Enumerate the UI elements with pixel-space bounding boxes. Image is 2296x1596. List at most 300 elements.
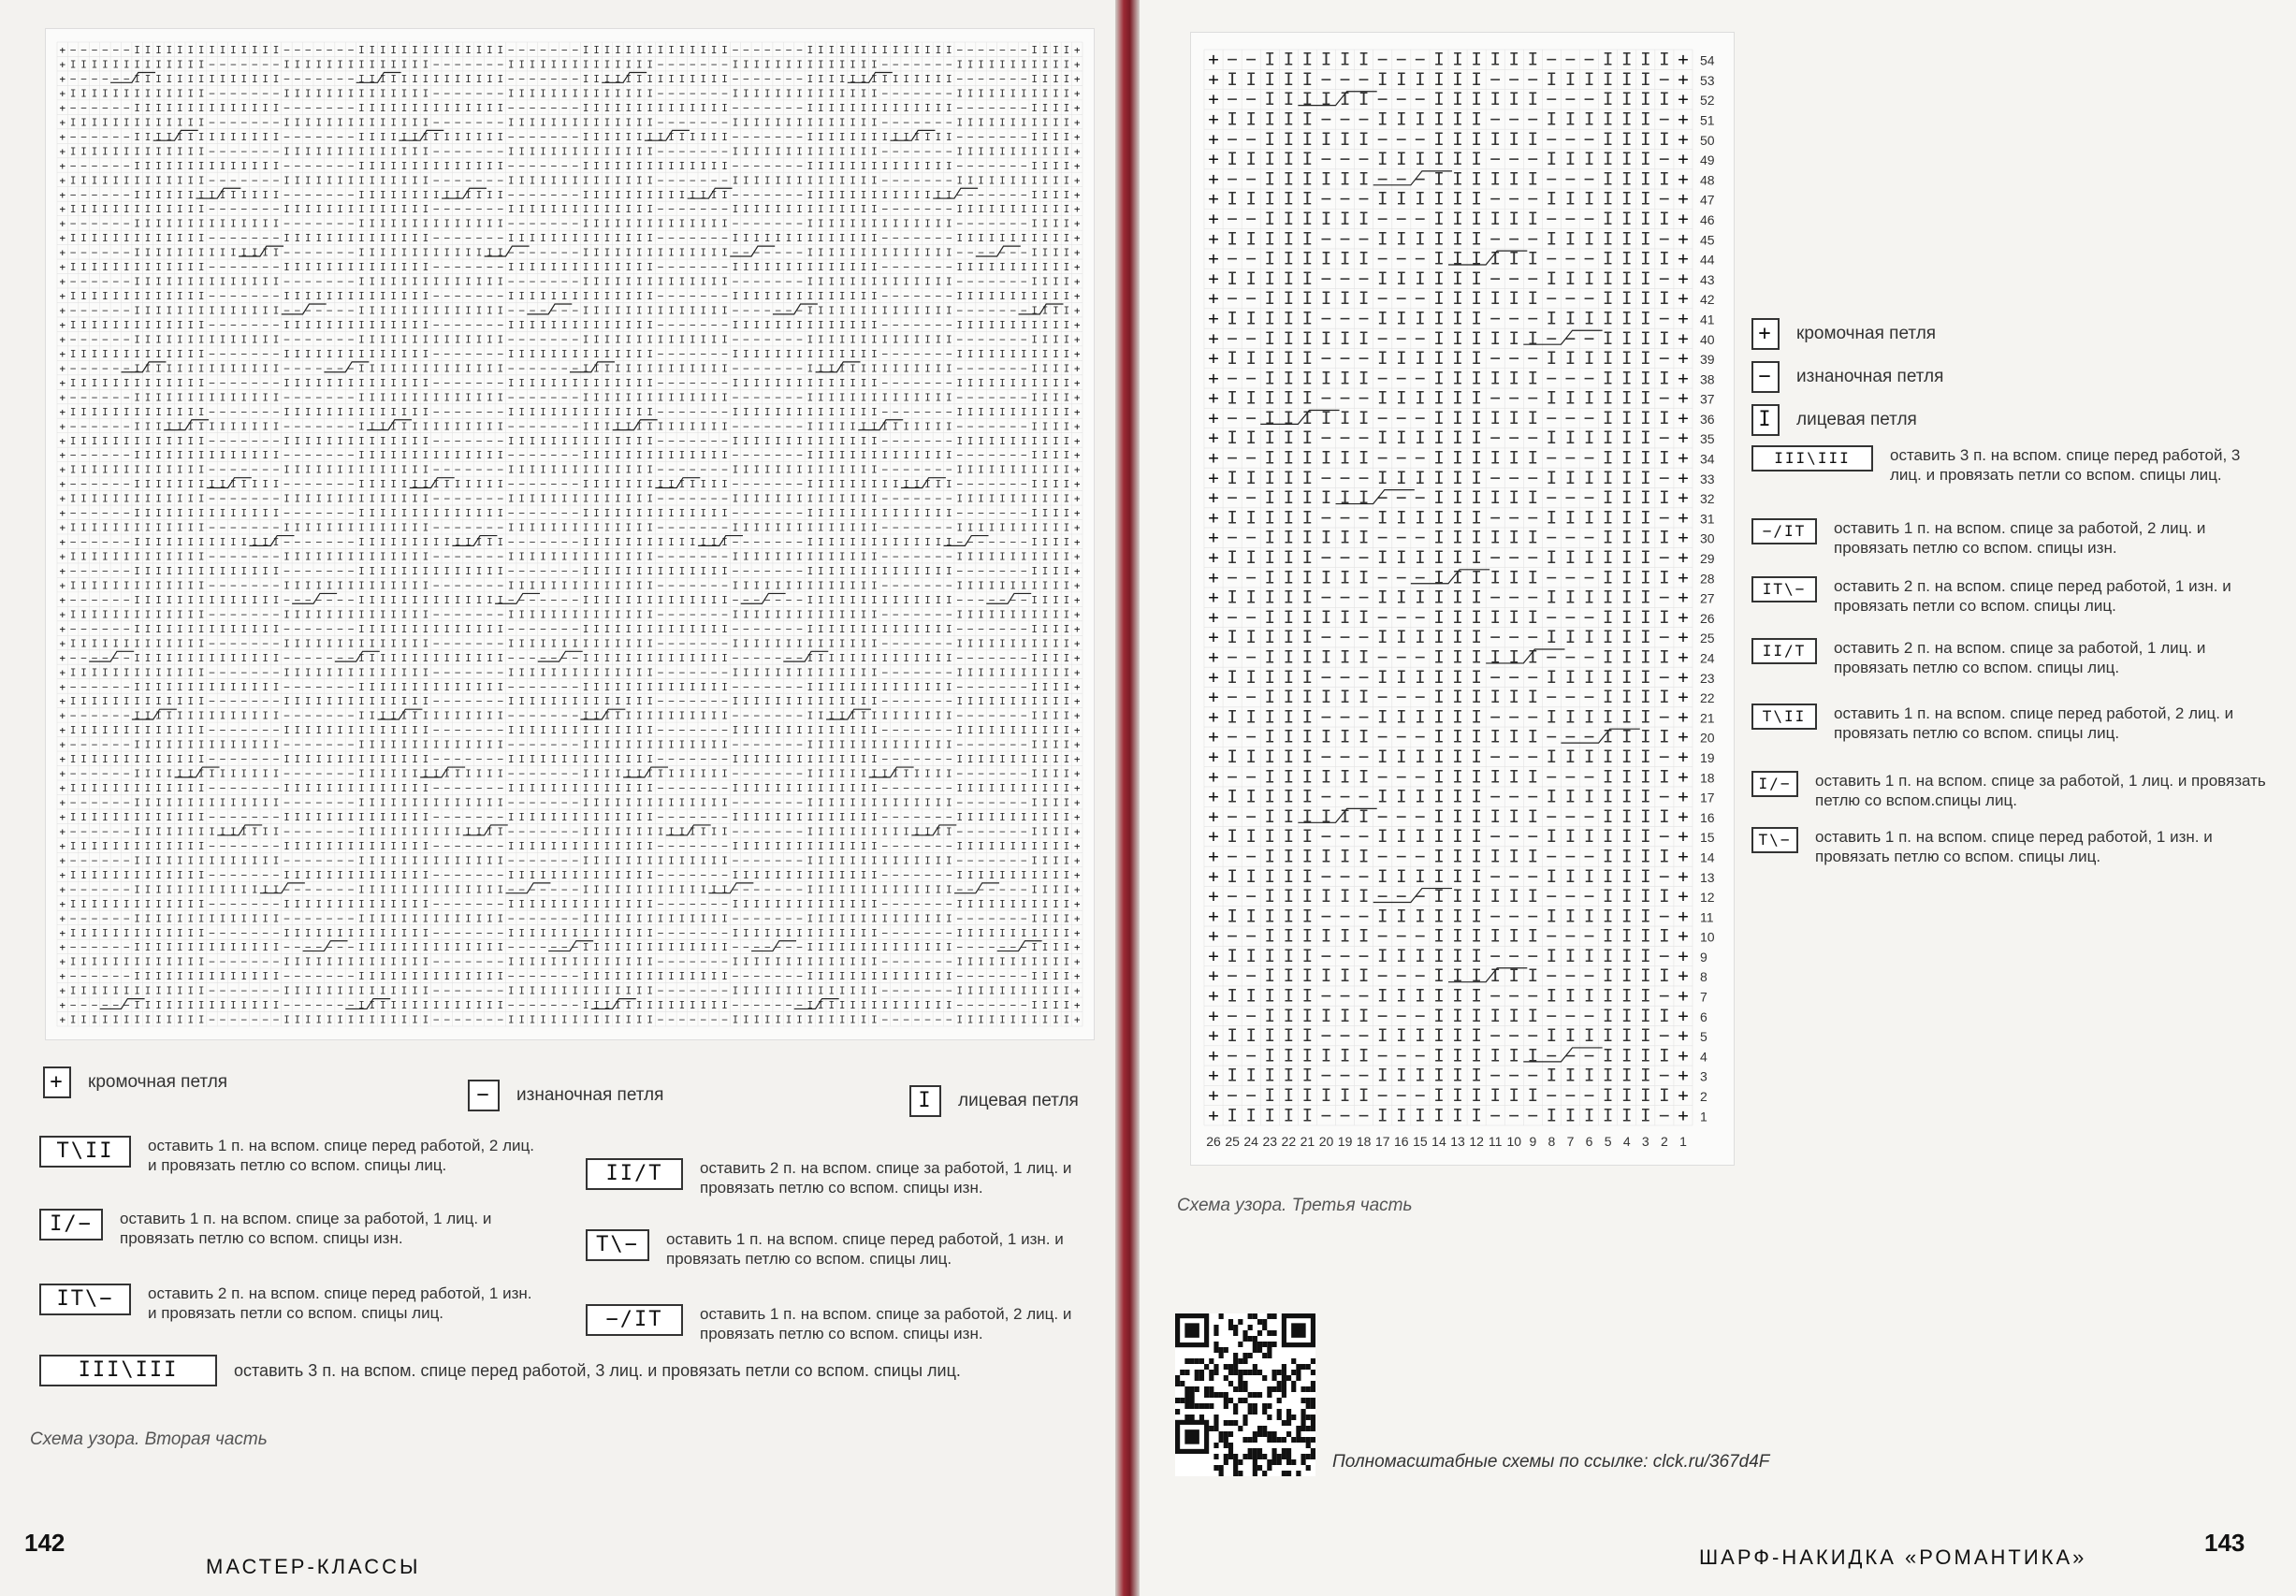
grid-cell: I	[401, 218, 408, 230]
grid-cell: I	[764, 782, 771, 794]
grid-cell: I	[626, 73, 632, 85]
grid-cell: I	[561, 464, 568, 476]
grid-cell: I	[572, 203, 578, 215]
grid-cell: −	[924, 608, 931, 620]
grid-cell: I	[401, 362, 408, 374]
grid-cell: I	[861, 551, 867, 563]
grid-cell: −	[348, 218, 355, 230]
grid-cell: I	[315, 464, 322, 476]
grid-cell: I	[220, 218, 226, 230]
grid-cell: I	[498, 507, 504, 519]
grid-cell: I	[850, 377, 856, 389]
grid-cell: I	[764, 174, 771, 186]
grid-cell: −	[92, 652, 98, 664]
grid-cell: I	[337, 406, 343, 418]
grid-cell: I	[220, 73, 226, 85]
grid-cell: I	[209, 247, 215, 259]
grid-cell: I	[775, 551, 781, 563]
grid-cell: −	[327, 420, 333, 432]
grid-cell: I	[1064, 319, 1070, 331]
grid-cell: +	[1074, 348, 1081, 360]
grid-cell: −	[92, 420, 98, 432]
grid-cell: I	[423, 305, 429, 317]
grid-cell: I	[530, 637, 536, 649]
grid-cell: I	[818, 536, 824, 548]
grid-cell: I	[690, 536, 696, 548]
grid-cell: −	[220, 377, 226, 389]
grid-cell: I	[775, 522, 781, 534]
grid-cell: −	[80, 276, 87, 288]
grid-cell: I	[583, 348, 589, 360]
grid-cell: I	[626, 377, 632, 389]
grid-cell: −	[241, 724, 248, 736]
grid-cell: −	[305, 391, 312, 403]
grid-cell: −	[956, 565, 963, 577]
grid-cell: −	[476, 666, 483, 678]
grid-cell: −	[124, 449, 130, 461]
grid-cell: I	[893, 305, 899, 317]
grid-cell: I	[690, 507, 696, 519]
grid-cell: −	[924, 435, 931, 447]
grid-cell: I	[583, 44, 589, 56]
grid-cell: I	[626, 102, 632, 114]
grid-cell: I	[455, 478, 461, 490]
grid-cell: I	[380, 753, 386, 765]
grid-cell: −	[754, 73, 761, 85]
grid-cell: +	[59, 305, 65, 317]
grid-cell: +	[1074, 753, 1081, 765]
grid-cell: I	[177, 218, 183, 230]
grid-cell: I	[198, 435, 205, 447]
grid-cell: I	[593, 44, 600, 56]
grid-cell: I	[818, 232, 824, 244]
grid-cell: I	[508, 87, 515, 99]
grid-cell: I	[530, 753, 536, 765]
grid-cell: I	[615, 247, 621, 259]
grid-cell: I	[230, 131, 237, 143]
grid-cell: I	[871, 102, 878, 114]
grid-cell: I	[1021, 116, 1027, 128]
grid-cell: +	[59, 782, 65, 794]
grid-cell: I	[818, 565, 824, 577]
grid-cell: −	[796, 160, 803, 172]
grid-cell: I	[636, 276, 643, 288]
grid-cell: −	[70, 536, 77, 548]
grid-cell: I	[124, 406, 130, 418]
grid-cell: −	[914, 116, 921, 128]
grid-cell: I	[572, 637, 578, 649]
grid-cell: −	[540, 160, 546, 172]
grid-cell: I	[187, 391, 194, 403]
grid-cell: I	[583, 608, 589, 620]
grid-cell: I	[626, 739, 632, 751]
grid-cell: I	[1010, 435, 1017, 447]
grid-cell: I	[572, 435, 578, 447]
grid-cell: I	[999, 261, 1006, 273]
grid-cell: −	[262, 435, 269, 447]
grid-cell: I	[1031, 333, 1038, 345]
grid-cell: −	[433, 782, 440, 794]
grid-cell: −	[327, 44, 333, 56]
grid-cell: I	[936, 333, 942, 345]
grid-cell: −	[241, 290, 248, 302]
grid-cell: I	[167, 551, 173, 563]
grid-cell: I	[593, 565, 600, 577]
grid-cell: I	[80, 203, 87, 215]
grid-cell: I	[423, 290, 429, 302]
grid-cell: I	[658, 768, 664, 780]
grid-cell: I	[754, 493, 761, 505]
grid-cell: I	[401, 73, 408, 85]
grid-cell: I	[370, 305, 376, 317]
grid-cell: I	[305, 666, 312, 678]
grid-cell: I	[530, 145, 536, 157]
grid-cell: −	[262, 782, 269, 794]
grid-cell: I	[615, 218, 621, 230]
grid-cell: −	[796, 768, 803, 780]
grid-cell: I	[850, 116, 856, 128]
grid-cell: I	[604, 232, 611, 244]
grid-cell: −	[498, 348, 504, 360]
grid-cell: −	[508, 681, 515, 693]
grid-cell: I	[412, 276, 418, 288]
grid-cell: −	[455, 695, 461, 707]
grid-cell: I	[924, 305, 931, 317]
grid-cell: −	[487, 232, 493, 244]
grid-cell: −	[124, 536, 130, 548]
grid-cell: −	[561, 160, 568, 172]
grid-cell: −	[241, 608, 248, 620]
grid-cell: I	[134, 681, 140, 693]
grid-cell: −	[487, 174, 493, 186]
grid-cell: I	[1010, 203, 1017, 215]
grid-cell: I	[167, 536, 173, 548]
grid-cell: −	[658, 637, 664, 649]
grid-cell: −	[551, 710, 558, 722]
grid-cell: −	[733, 449, 739, 461]
grid-cell: I	[177, 247, 183, 259]
grid-cell: −	[796, 478, 803, 490]
grid-cell: I	[551, 435, 558, 447]
grid-cell: I	[273, 160, 280, 172]
grid-cell: I	[721, 768, 728, 780]
grid-cell: −	[989, 565, 995, 577]
grid-cell: I	[337, 464, 343, 476]
grid-cell: I	[540, 203, 546, 215]
grid-cell: −	[914, 782, 921, 794]
grid-cell: −	[936, 261, 942, 273]
grid-cell: I	[198, 73, 205, 85]
grid-cell: −	[893, 493, 899, 505]
grid-cell: I	[721, 102, 728, 114]
grid-cell: −	[540, 623, 546, 635]
grid-cell: I	[327, 261, 333, 273]
grid-cell: +	[59, 174, 65, 186]
grid-cell: I	[871, 637, 878, 649]
grid-cell: I	[167, 377, 173, 389]
grid-cell: +	[59, 652, 65, 664]
grid-cell: I	[1053, 666, 1059, 678]
grid-cell: −	[465, 464, 472, 476]
grid-cell: −	[775, 305, 781, 317]
grid-cell: I	[433, 131, 440, 143]
grid-cell: I	[262, 189, 269, 201]
grid-cell: I	[754, 695, 761, 707]
grid-cell: I	[412, 724, 418, 736]
grid-cell: I	[209, 623, 215, 635]
grid-cell: I	[679, 681, 686, 693]
grid-cell: I	[967, 319, 974, 331]
grid-cell: −	[551, 276, 558, 288]
grid-cell: I	[807, 710, 814, 722]
grid-cell: I	[572, 261, 578, 273]
grid-cell: I	[358, 449, 365, 461]
grid-cell: −	[893, 348, 899, 360]
grid-cell: I	[124, 232, 130, 244]
grid-cell: I	[508, 493, 515, 505]
grid-cell: −	[796, 623, 803, 635]
grid-cell: I	[124, 637, 130, 649]
grid-cell: I	[999, 406, 1006, 418]
grid-cell: I	[796, 174, 803, 186]
grid-cell: I	[1042, 522, 1049, 534]
grid-cell: I	[850, 710, 856, 722]
grid-cell: I	[946, 652, 952, 664]
grid-cell: I	[818, 174, 824, 186]
grid-cell: −	[551, 449, 558, 461]
grid-cell: I	[433, 739, 440, 751]
grid-cell: I	[690, 594, 696, 606]
grid-cell: +	[1074, 551, 1081, 563]
grid-cell: I	[1021, 290, 1027, 302]
grid-cell: I	[733, 464, 739, 476]
grid-cell: I	[956, 116, 963, 128]
grid-cell: I	[583, 160, 589, 172]
grid-cell: I	[551, 348, 558, 360]
grid-cell: −	[561, 44, 568, 56]
grid-cell: −	[209, 782, 215, 794]
grid-cell: I	[956, 782, 963, 794]
grid-cell: −	[209, 464, 215, 476]
grid-cell: I	[593, 536, 600, 548]
grid-cell: I	[498, 44, 504, 56]
grid-cell: I	[209, 507, 215, 519]
grid-cell: I	[348, 232, 355, 244]
grid-cell: −	[999, 362, 1006, 374]
grid-cell: I	[561, 145, 568, 157]
grid-cell: I	[914, 478, 921, 490]
grid-cell: I	[230, 768, 237, 780]
grid-cell: −	[295, 768, 301, 780]
grid-cell: −	[679, 261, 686, 273]
grid-cell: −	[70, 565, 77, 577]
grid-cell: I	[443, 594, 450, 606]
grid-cell: I	[679, 131, 686, 143]
grid-cell: −	[551, 305, 558, 317]
grid-cell: I	[914, 73, 921, 85]
grid-cell: I	[604, 637, 611, 649]
grid-cell: I	[443, 623, 450, 635]
grid-cell: I	[828, 623, 835, 635]
grid-cell: −	[113, 333, 120, 345]
grid-cell: −	[561, 536, 568, 548]
grid-cell: I	[914, 449, 921, 461]
grid-cell: −	[956, 44, 963, 56]
grid-cell: I	[604, 594, 611, 606]
grid-cell: −	[764, 623, 771, 635]
grid-cell: I	[561, 551, 568, 563]
grid-cell: −	[295, 739, 301, 751]
grid-cell: −	[348, 710, 355, 722]
grid-cell: I	[818, 189, 824, 201]
grid-cell: −	[967, 536, 974, 548]
grid-cell: I	[690, 565, 696, 577]
grid-cell: −	[690, 695, 696, 707]
grid-cell: +	[59, 724, 65, 736]
grid-cell: I	[828, 637, 835, 649]
grid-cell: −	[754, 507, 761, 519]
grid-cell: −	[273, 695, 280, 707]
grid-cell: I	[145, 73, 152, 85]
grid-cell: I	[999, 145, 1006, 157]
grid-cell: I	[134, 623, 140, 635]
grid-cell: −	[1021, 131, 1027, 143]
grid-cell: I	[412, 565, 418, 577]
grid-cell: I	[230, 594, 237, 606]
grid-cell: I	[786, 116, 792, 128]
grid-cell: I	[626, 652, 632, 664]
grid-cell: I	[604, 87, 611, 99]
grid-cell: −	[903, 579, 909, 591]
grid-cell: I	[871, 218, 878, 230]
grid-cell: I	[700, 507, 706, 519]
grid-cell: −	[561, 333, 568, 345]
grid-cell: I	[551, 753, 558, 765]
grid-cell: I	[423, 232, 429, 244]
grid-cell: I	[295, 608, 301, 620]
grid-cell: I	[423, 768, 429, 780]
grid-cell: −	[487, 695, 493, 707]
grid-cell: I	[155, 203, 162, 215]
grid-cell: I	[903, 276, 909, 288]
grid-cell: I	[936, 44, 942, 56]
grid-cell: I	[850, 73, 856, 85]
grid-cell: −	[743, 276, 749, 288]
grid-cell: I	[198, 131, 205, 143]
grid-cell: −	[113, 420, 120, 432]
grid-cell: −	[498, 666, 504, 678]
grid-cell: −	[572, 739, 578, 751]
grid-cell: −	[102, 420, 109, 432]
grid-cell: I	[487, 305, 493, 317]
grid-cell: −	[903, 551, 909, 563]
grid-cell: I	[893, 652, 899, 664]
grid-cell: −	[711, 666, 718, 678]
grid-cell: −	[498, 377, 504, 389]
grid-cell: I	[807, 189, 814, 201]
grid-cell: −	[124, 102, 130, 114]
grid-cell: I	[807, 73, 814, 85]
grid-cell: −	[551, 652, 558, 664]
grid-cell: −	[893, 116, 899, 128]
grid-cell: I	[839, 724, 846, 736]
grid-cell: +	[1074, 261, 1081, 273]
grid-cell: I	[850, 579, 856, 591]
grid-cell: I	[636, 594, 643, 606]
grid-cell: +	[59, 333, 65, 345]
grid-cell: I	[679, 594, 686, 606]
grid-cell: I	[796, 782, 803, 794]
grid-cell: I	[721, 189, 728, 201]
grid-cell: −	[476, 290, 483, 302]
grid-cell: I	[807, 724, 814, 736]
grid-cell: −	[487, 753, 493, 765]
grid-cell: −	[124, 305, 130, 317]
grid-cell: I	[871, 174, 878, 186]
grid-cell: I	[283, 377, 290, 389]
grid-cell: −	[711, 290, 718, 302]
grid-cell: −	[936, 579, 942, 591]
grid-cell: −	[956, 623, 963, 635]
grid-cell: −	[914, 406, 921, 418]
grid-cell: I	[390, 261, 397, 273]
grid-cell: −	[572, 594, 578, 606]
grid-cell: I	[283, 522, 290, 534]
grid-cell: −	[764, 536, 771, 548]
grid-cell: I	[743, 319, 749, 331]
grid-cell: −	[487, 261, 493, 273]
grid-cell: −	[230, 145, 237, 157]
grid-cell: I	[1031, 319, 1038, 331]
grid-cell: I	[220, 276, 226, 288]
grid-cell: I	[230, 102, 237, 114]
grid-cell: I	[209, 362, 215, 374]
grid-cell: I	[679, 507, 686, 519]
grid-cell: I	[604, 333, 611, 345]
grid-cell: −	[679, 522, 686, 534]
grid-cell: I	[1053, 536, 1059, 548]
grid-cell: −	[348, 478, 355, 490]
grid-cell: −	[956, 189, 963, 201]
grid-cell: I	[327, 145, 333, 157]
grid-cell: −	[295, 594, 301, 606]
grid-cell: I	[690, 160, 696, 172]
grid-cell: I	[700, 739, 706, 751]
grid-cell: −	[711, 753, 718, 765]
grid-cell: I	[134, 768, 140, 780]
grid-cell: −	[679, 174, 686, 186]
grid-cell: I	[936, 623, 942, 635]
grid-cell: −	[1021, 681, 1027, 693]
grid-cell: I	[924, 391, 931, 403]
grid-cell: −	[102, 102, 109, 114]
grid-cell: I	[1053, 608, 1059, 620]
grid-cell: I	[978, 406, 984, 418]
grid-cell: I	[1042, 290, 1049, 302]
grid-cell: I	[370, 406, 376, 418]
grid-cell: I	[187, 247, 194, 259]
grid-cell: −	[775, 189, 781, 201]
grid-cell: I	[327, 232, 333, 244]
grid-cell: I	[893, 710, 899, 722]
grid-cell: I	[70, 406, 77, 418]
grid-cell: −	[796, 305, 803, 317]
grid-cell: I	[1053, 319, 1059, 331]
grid-cell: I	[401, 551, 408, 563]
grid-cell: I	[370, 507, 376, 519]
grid-cell: −	[540, 594, 546, 606]
grid-cell: −	[796, 565, 803, 577]
